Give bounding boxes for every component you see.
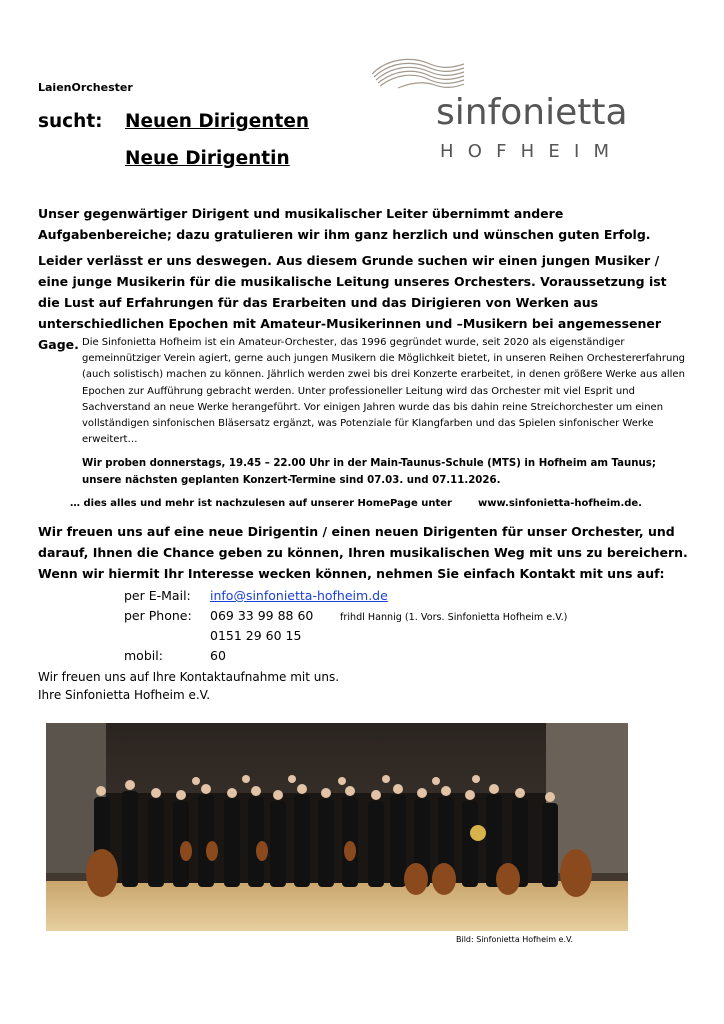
phone-number[interactable]: 069 33 99 88 60 (210, 608, 314, 623)
email-label: per E-Mail: (124, 588, 191, 603)
orchestra-photo (46, 723, 628, 931)
logo-wordmark: sinfonietta (436, 92, 628, 133)
rehearsal-paragraph: Wir proben donnerstags, 19.45 – 22.00 Uhr in der Main-Taunus-Schule (MTS) in Hofheim am Taunus; unsere nächsten geplanten Konzert-Termine sind 07.03. und 07.11.2026. (82, 458, 656, 486)
closing-line-1: Wir freuen uns auf Ihre Kontaktaufnahme mit uns. (38, 670, 340, 684)
mobile-number[interactable]: 0151 29 60 15 60 (210, 628, 302, 663)
contact-mobile-row (124, 626, 318, 666)
contact-phone-row (124, 606, 567, 628)
mobile-label: mobil: (124, 648, 163, 663)
contact-person: frihdl Hannig (1. Vors. Sinfonietta Hofheim e.V.) (340, 612, 568, 623)
intro-paragraph-1: Unser gegenwärtiger Dirigent und musikalischer Leiter übernimmt andere Aufgabenbereiche; dazu gratulieren wir ihm ganz herzlich und wünschen guten Erfolg. (38, 206, 651, 242)
phone-label: per Phone: (124, 608, 192, 623)
call-paragraph: Wir freuen uns auf eine neue Dirigentin / einen neuen Dirigenten für unser Orchester, und darauf, Ihnen die Chance geben zu können, Ihren musikalischen Weg mit uns zu bereichern. Wenn wir hiermit Ihr Interesse wecken können, nehmen Sie einfach Kontakt mit uns auf: (38, 524, 688, 581)
photo-caption: Bild: Sinfonietta Hofheim e.V. (456, 935, 573, 944)
homepage-text: … dies alles und mehr ist nachzulesen auf unserer HomePage unter (70, 498, 452, 509)
orchestra-photo-illustration (46, 723, 628, 931)
closing-line-2: Ihre Sinfonietta Hofheim e.V. (38, 688, 211, 702)
sinfonietta-logo-swoosh-icon (368, 52, 468, 96)
email-link[interactable]: info@sinfonietta-hofheim.de (210, 588, 388, 603)
intro-paragraph-2: Leider verlässt er uns deswegen. Aus diesem Grunde suchen wir einen jungen Musiker / eine junge Musikerin für die musikalische Leitung unseres Orchesters. Voraussetzung ist die Lust auf Erfahrungen für das Erarbeiten und das Dirigieren von Werken aus unterschiedlichen Epochen mit Amateur-Musikerinnen und –Musikern bei angemessener Gage. (38, 253, 667, 352)
eyebrow-label: LaienOrchester (38, 81, 133, 94)
contact-email-row (124, 586, 388, 606)
about-paragraph: Die Sinfonietta Hofheim ist ein Amateur-Orchester, das 1996 gegründet wurde, seit 2020 als eigenständiger gemeinnütziger Verein agiert, gerne auch jungen Musikern die Möglichkeit bietet, in unseren Reihen Orchestererfahrung (auch solistisch) machen zu können. Jährlich werden zwei bis drei Konzerte erarbeitet, in denen größere Werke aus allen Epochen zur Aufführung gebracht werden. Unter professioneller Leitung wird das Orchester mit viel Esprit und Sachverstand an neue Werke herangeführt. Vor einigen Jahren wurde das bis dahin reine Streichorchester um einen vollständigen sinfonischen Bläsersatz ergänzt, was Potenziale für Klangfarben und das Spielen sinfonischer Werke erweitert… (82, 337, 686, 446)
homepage-line (70, 498, 642, 509)
position-title-female: Neue Dirigentin (125, 148, 290, 169)
sucht-label: sucht: (38, 111, 103, 132)
homepage-url[interactable]: www.sinfonietta-hofheim.de. (477, 498, 642, 509)
position-title-male: Neuen Dirigenten (125, 111, 310, 132)
logo-place: HOFHEIM (440, 141, 624, 162)
